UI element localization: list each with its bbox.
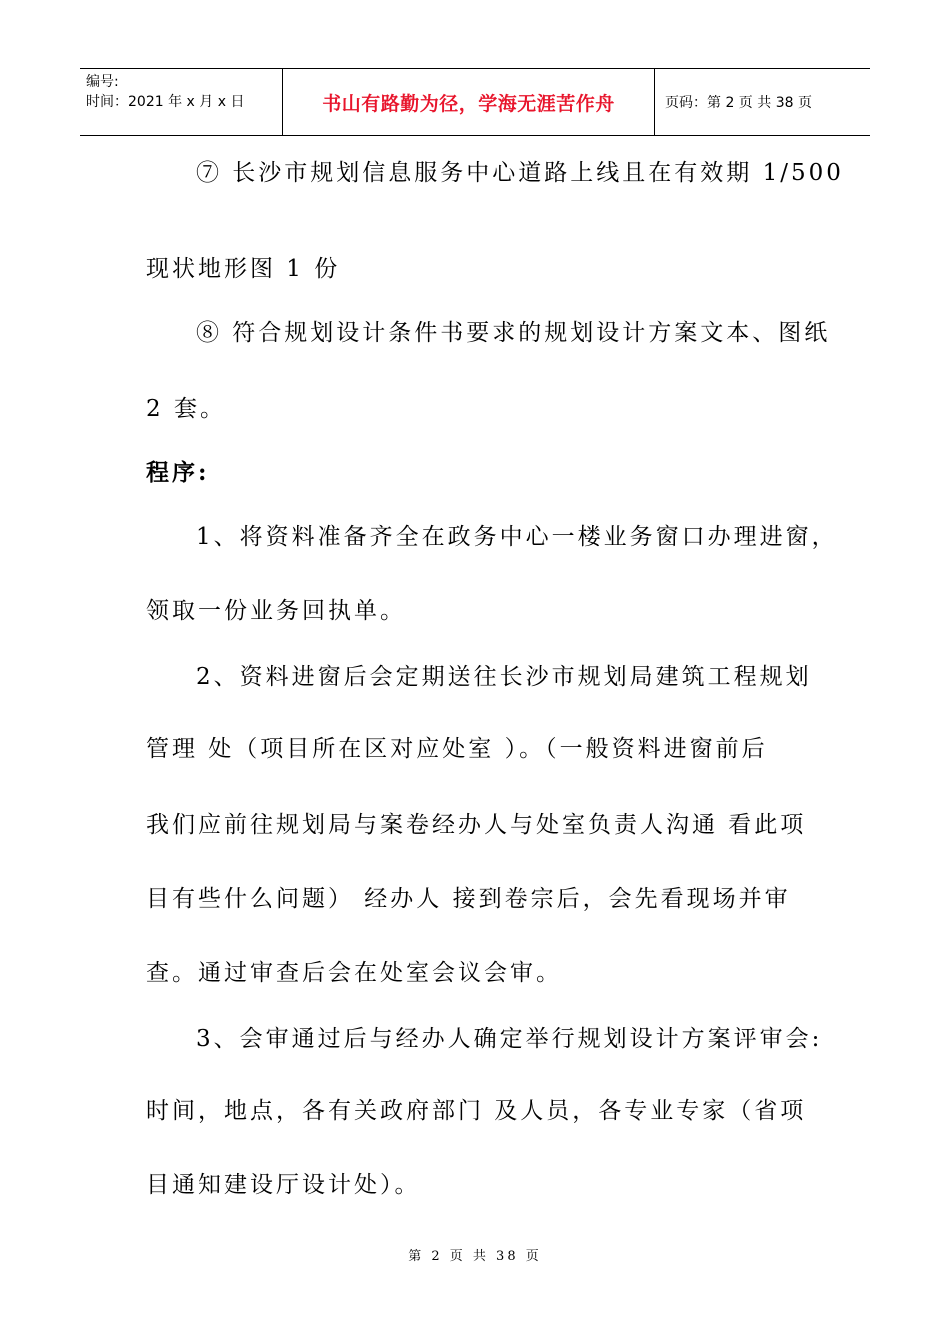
header-page-info: 页码：第 2 页 共 38 页 (665, 95, 812, 111)
body-line: 3、会审通过后与经办人确定举行规划设计方案评审会: (196, 1026, 823, 1052)
header-meta (80, 69, 283, 135)
date-label: 时间：2021 年 x 月 x 日 (86, 94, 245, 110)
body-line: 查。通过审查后会在处室会议会审。 (146, 960, 562, 986)
body-line: 领取一份业务回执单。 (146, 598, 406, 624)
body-line: 2 套。 (146, 396, 226, 422)
body-line: 我们应前往规划局与案卷经办人与处室负责人沟通 看此项 (146, 812, 807, 838)
section-heading: 程序: (146, 459, 210, 486)
body-line: ⑦ 长沙市规划信息服务中心道路上线且在有效期 1/500 (196, 160, 844, 186)
body-line: 管理 处（项目所在区对应处室 ）。（一般资料进窗前后 (146, 736, 768, 762)
page-footer: 第 2 页 共 38 页 (408, 1249, 542, 1264)
header-motto: 书山有路勤为径，学海无涯苦作舟 (283, 69, 655, 135)
body-line: 2、资料进窗后会定期送往长沙市规划局建筑工程规划 (196, 664, 812, 690)
serial-label: 编号: (86, 74, 119, 90)
body-line: ⑧ 符合规划设计条件书要求的规划设计方案文本、图纸 (196, 320, 831, 346)
body-line: 目有些什么问题） 经办人 接到卷宗后，会先看现场并审 (146, 886, 791, 912)
body-line: 1、将资料准备齐全在政务中心一楼业务窗口办理进窗， (196, 524, 838, 550)
page-header (80, 68, 870, 136)
body-line: 目通知建设厅设计处）。 (146, 1172, 421, 1198)
body-line: 现状地形图 1 份 (146, 256, 341, 282)
body-line: 时间，地点，各有关政府部门 及人员，各专业专家（省项 (146, 1098, 807, 1124)
